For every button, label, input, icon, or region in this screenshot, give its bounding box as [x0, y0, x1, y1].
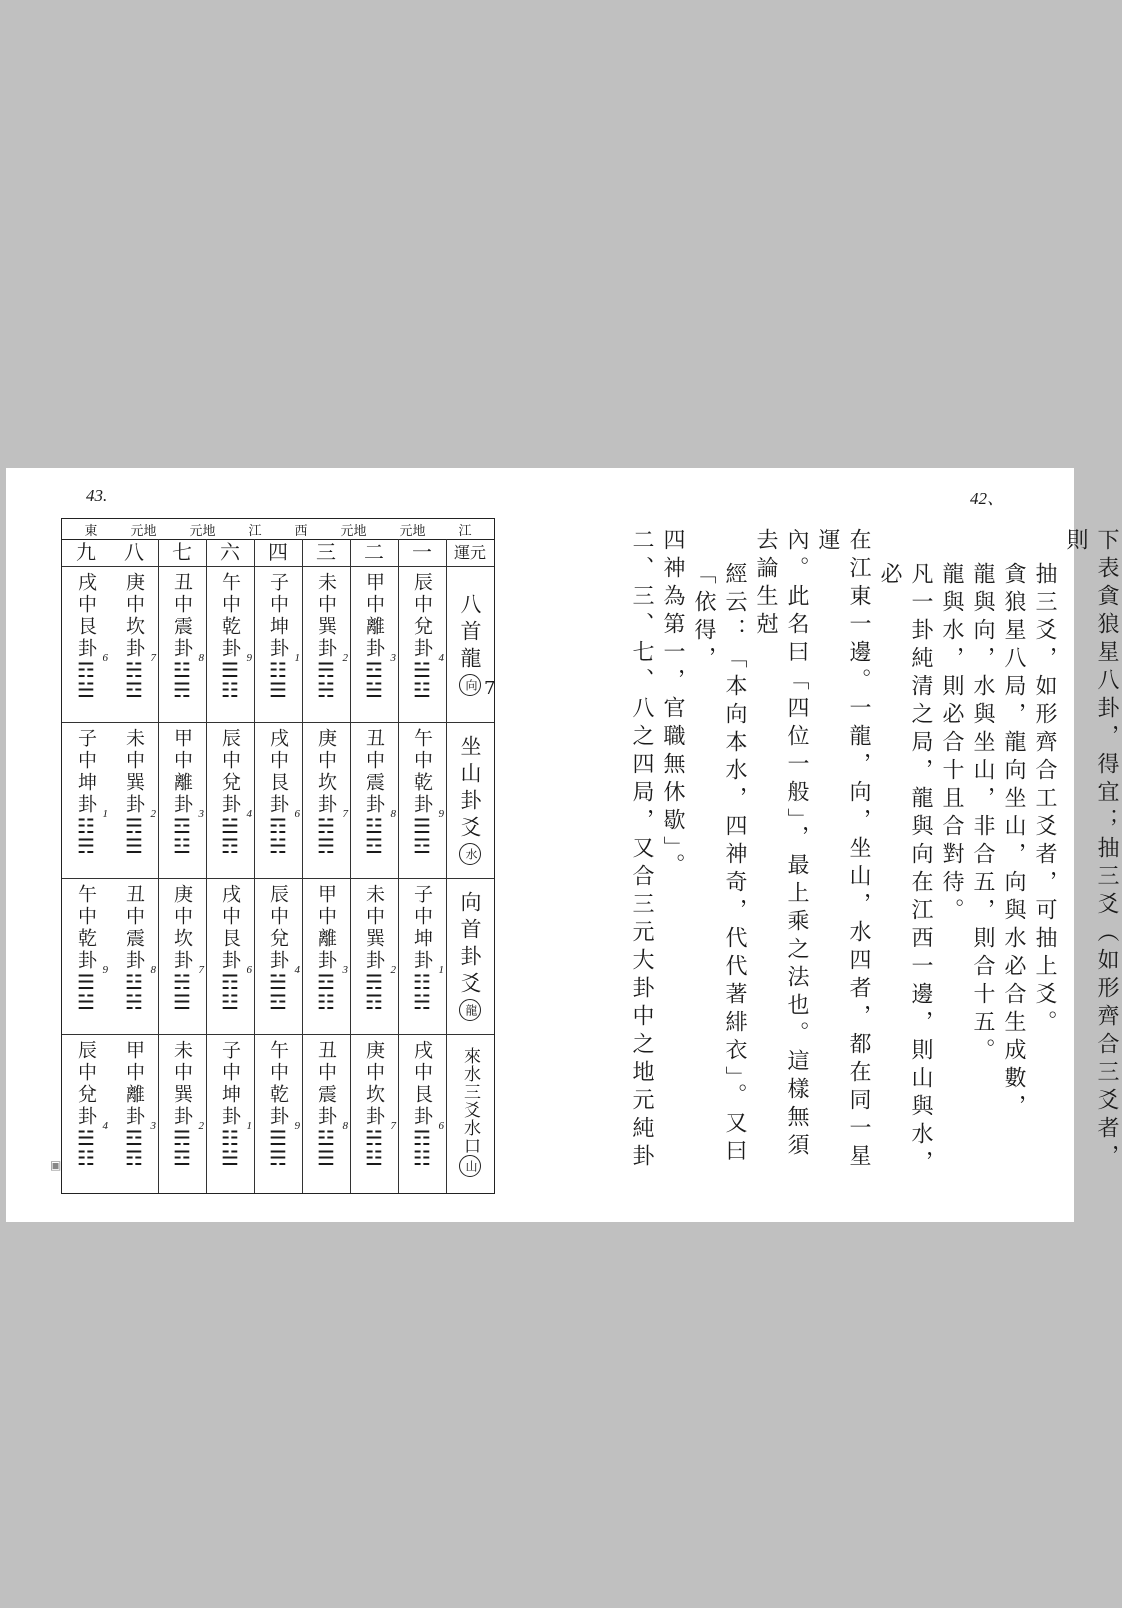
- gua-number: 7: [150, 652, 156, 664]
- column-head: 二: [350, 539, 398, 567]
- trigram-upper-icon: ☶: [218, 970, 242, 994]
- trigram-upper-icon: ☳: [170, 658, 194, 682]
- gua-number: 7: [390, 1120, 396, 1132]
- gua-label: 辰中兌卦: [219, 728, 241, 816]
- gua-number: 4: [102, 1120, 108, 1132]
- table-cell: [206, 722, 254, 879]
- trigram-upper-icon: ☷: [218, 1126, 242, 1150]
- trigram-upper-icon: ☶: [410, 1126, 434, 1150]
- gua-label: 甲中離卦: [123, 1040, 145, 1128]
- gua-number: 3: [150, 1120, 156, 1132]
- gua-label: 戌中艮卦: [411, 1040, 433, 1128]
- table-cell: [254, 1034, 302, 1190]
- table-cell: [302, 722, 350, 879]
- table-cell: [110, 1034, 158, 1190]
- header-column-cell: [446, 1034, 494, 1190]
- gua-label: 戌中艮卦: [75, 572, 97, 660]
- trigram-lower-icon: ☵: [122, 990, 146, 1014]
- table-cell: [206, 1034, 254, 1190]
- trigram-upper-icon: ☱: [266, 970, 290, 994]
- trigram-lower-icon: ☲: [170, 1146, 194, 1170]
- text-line: 在江東一邊。一龍，向，坐山，水四者，都在同一星運: [815, 528, 871, 1172]
- trigram-lower-icon: ☵: [266, 834, 290, 858]
- table-cell: [110, 566, 158, 723]
- column-head: 九: [62, 539, 110, 567]
- left-page-number: 43.: [86, 486, 108, 505]
- gua-number: 6: [246, 964, 252, 976]
- trigram-lower-icon: ☷: [218, 678, 242, 702]
- gua-number: 1: [438, 964, 444, 976]
- column-head: 四: [254, 539, 302, 567]
- gua-label: 未中巽卦: [315, 572, 337, 660]
- table-cell: [254, 878, 302, 1035]
- header-column-cell: [446, 722, 494, 879]
- gua-number: 6: [102, 652, 108, 664]
- table-cell: [350, 722, 398, 879]
- trigram-lower-icon: ☳: [362, 1146, 386, 1170]
- header-column-cell: [446, 878, 494, 1035]
- trigram-lower-icon: ☷: [314, 990, 338, 1014]
- trigram-upper-icon: ☳: [314, 1126, 338, 1150]
- gua-number: 8: [342, 1120, 348, 1132]
- band-label: 元地: [399, 523, 426, 539]
- table-cell: [350, 566, 398, 723]
- gua-label: 子中坤卦: [411, 884, 433, 972]
- trigram-lower-icon: ☷: [74, 1146, 98, 1170]
- gua-label: 午中乾卦: [75, 884, 97, 972]
- trigram-lower-icon: ☳: [218, 990, 242, 1014]
- table-cell: [62, 722, 110, 879]
- band-label: 元地: [340, 523, 367, 539]
- gua-number: 8: [390, 808, 396, 820]
- trigram-upper-icon: ☴: [122, 814, 146, 838]
- table-cell: [398, 566, 446, 723]
- gua-label: 未中巽卦: [171, 1040, 193, 1128]
- column-head: 六: [206, 539, 254, 567]
- corner-label: 運元: [446, 539, 494, 567]
- trigram-upper-icon: ☲: [122, 1126, 146, 1150]
- table-cell: [398, 878, 446, 1035]
- text-line: 凡一卦純清之局，龍與向在江西一邊，則山與水，必: [877, 562, 933, 1178]
- gua-label: 未中巽卦: [363, 884, 385, 972]
- table-column-4: [254, 539, 303, 1193]
- band-label: 江: [248, 523, 262, 539]
- header-column-text: 坐山卦爻: [458, 735, 482, 843]
- trigram-upper-icon: ☴: [362, 970, 386, 994]
- gua-number: 1: [246, 1120, 252, 1132]
- gua-label: 甲中離卦: [363, 572, 385, 660]
- text-line: 四神為第一，官職無休歇」。: [660, 528, 685, 881]
- table-column-6: [158, 539, 207, 1193]
- header-column-text: 來水三爻水口: [460, 1047, 480, 1155]
- table-column-7: [110, 539, 159, 1193]
- band-label: 江: [458, 523, 472, 539]
- header-column-cell: [446, 566, 494, 723]
- gua-label: 未中巽卦: [123, 728, 145, 816]
- trigram-upper-icon: ☶: [74, 658, 98, 682]
- trigram-upper-icon: ☱: [218, 814, 242, 838]
- trigram-lower-icon: ☱: [218, 1146, 242, 1170]
- text-line: 龍與水，則必合十且合對待。: [939, 562, 964, 926]
- side-mark: 7: [484, 678, 496, 699]
- scanned-spread: [6, 468, 1119, 1222]
- gua-label: 甲中離卦: [171, 728, 193, 816]
- table-cell: [110, 878, 158, 1035]
- trigram-lower-icon: ☱: [362, 678, 386, 702]
- table-cell: [158, 722, 206, 879]
- gua-number: 4: [438, 652, 444, 664]
- gua-label: 庚中坎卦: [363, 1040, 385, 1128]
- text-line: 經云：「本向本水，四神奇，代代著緋衣」。又曰「依得，: [691, 562, 747, 1167]
- gua-label: 辰中兌卦: [411, 572, 433, 660]
- trigram-upper-icon: ☵: [170, 970, 194, 994]
- gua-number: 9: [294, 1120, 300, 1132]
- text-line: 下表貪狼星八卦，得宜；抽三爻（如形齊合三爻者，則: [1063, 528, 1119, 1172]
- text-line: 龍與向，水與坐山，非合五，則合十五。: [970, 562, 995, 1066]
- gua-number: 7: [198, 964, 204, 976]
- gua-number: 9: [438, 808, 444, 820]
- trigram-upper-icon: ☲: [362, 658, 386, 682]
- column-head: 一: [398, 539, 446, 567]
- column-head: 八: [110, 539, 158, 567]
- trigram-lower-icon: ☲: [410, 834, 434, 858]
- table-cell: [254, 566, 302, 723]
- header-column: [446, 539, 494, 1193]
- trigram-lower-icon: ☳: [170, 834, 194, 858]
- table-cell: [206, 878, 254, 1035]
- table-column-8: [62, 539, 110, 1193]
- gua-label: 丑中震卦: [171, 572, 193, 660]
- trigram-upper-icon: ☵: [122, 658, 146, 682]
- table-header-band: [62, 519, 494, 540]
- band-label: 元地: [189, 523, 216, 539]
- trigram-lower-icon: ☴: [266, 1146, 290, 1170]
- table-cell: [398, 722, 446, 879]
- table-column-5: [206, 539, 255, 1193]
- gua-number: 2: [390, 964, 396, 976]
- band-label: 元地: [130, 523, 157, 539]
- trigram-lower-icon: ☶: [122, 1146, 146, 1170]
- trigram-lower-icon: ☶: [218, 834, 242, 858]
- trigram-upper-icon: ☰: [266, 1126, 290, 1150]
- table-cell: [158, 566, 206, 723]
- trigram-lower-icon: ☵: [410, 990, 434, 1014]
- table-column-3: [302, 539, 351, 1193]
- gua-number: 9: [102, 964, 108, 976]
- gua-number: 2: [342, 652, 348, 664]
- right-page-text: [626, 528, 1122, 1188]
- trigram-upper-icon: ☵: [314, 814, 338, 838]
- trigram-upper-icon: ☳: [122, 970, 146, 994]
- trigram-upper-icon: ☱: [410, 658, 434, 682]
- header-column-text: 向首卦爻: [458, 891, 482, 999]
- table-cell: [110, 722, 158, 879]
- table-cell: [350, 1034, 398, 1190]
- gua-label: 午中乾卦: [411, 728, 433, 816]
- gua-label: 丑中震卦: [123, 884, 145, 972]
- gua-number: 3: [390, 652, 396, 664]
- column-head: 七: [158, 539, 206, 567]
- gua-label: 辰中兌卦: [267, 884, 289, 972]
- gua-label: 庚中坎卦: [315, 728, 337, 816]
- trigram-upper-icon: ☷: [266, 658, 290, 682]
- hexagram-table: [61, 518, 495, 1194]
- trigram-lower-icon: ☶: [362, 990, 386, 1014]
- trigram-upper-icon: ☰: [410, 814, 434, 838]
- table-cell: [302, 878, 350, 1035]
- table-column-1: [398, 539, 447, 1193]
- gua-label: 甲中離卦: [315, 884, 337, 972]
- table-cell: [62, 878, 110, 1035]
- trigram-upper-icon: ☱: [74, 1126, 98, 1150]
- table-cell: [62, 1034, 110, 1190]
- gua-number: 6: [294, 808, 300, 820]
- gua-number: 2: [150, 808, 156, 820]
- gua-label: 午中乾卦: [267, 1040, 289, 1128]
- gua-number: 6: [438, 1120, 444, 1132]
- trigram-lower-icon: ☱: [74, 990, 98, 1014]
- gua-number: 9: [246, 652, 252, 664]
- trigram-lower-icon: ☲: [266, 990, 290, 1014]
- gua-label: 子中坤卦: [267, 572, 289, 660]
- library-stamp: ▣: [50, 1158, 62, 1172]
- gua-number: 1: [102, 808, 108, 820]
- table-cell: [158, 878, 206, 1035]
- trigram-upper-icon: ☲: [314, 970, 338, 994]
- trigram-upper-icon: ☴: [170, 1126, 194, 1150]
- gua-label: 戌中艮卦: [267, 728, 289, 816]
- trigram-upper-icon: ☰: [218, 658, 242, 682]
- trigram-upper-icon: ☷: [410, 970, 434, 994]
- trigram-lower-icon: ☴: [170, 678, 194, 702]
- gua-label: 子中坤卦: [219, 1040, 241, 1128]
- table-column-2: [350, 539, 399, 1193]
- trigram-upper-icon: ☵: [362, 1126, 386, 1150]
- trigram-lower-icon: ☰: [122, 834, 146, 858]
- trigram-lower-icon: ☷: [410, 1146, 434, 1170]
- gua-number: 8: [198, 652, 204, 664]
- gua-label: 辰中兌卦: [75, 1040, 97, 1128]
- trigram-lower-icon: ☰: [266, 678, 290, 702]
- text-line: 抽三爻，如形齊合工爻者，可抽上爻。: [1032, 562, 1057, 1038]
- gua-label: 庚中坎卦: [123, 572, 145, 660]
- gua-label: 午中乾卦: [219, 572, 241, 660]
- table-cell: [302, 566, 350, 723]
- band-label: 東: [84, 523, 98, 539]
- table-cell: [302, 1034, 350, 1190]
- trigram-upper-icon: ☰: [74, 970, 98, 994]
- text-line: 二、三、七、八之四局，又合三元大卦中之地元純卦: [629, 528, 654, 1172]
- circled-mark: 水: [459, 843, 481, 865]
- band-label: 西: [294, 523, 308, 539]
- gua-number: 7: [342, 808, 348, 820]
- table-cell: [158, 1034, 206, 1190]
- trigram-upper-icon: ☶: [266, 814, 290, 838]
- trigram-lower-icon: ☰: [170, 990, 194, 1014]
- gua-number: 3: [342, 964, 348, 976]
- trigram-lower-icon: ☱: [74, 678, 98, 702]
- header-column-text: 八首龍: [458, 592, 482, 674]
- gua-label: 子中坤卦: [75, 728, 97, 816]
- gua-label: 丑中震卦: [315, 1040, 337, 1128]
- circled-mark: 向: [459, 674, 481, 696]
- trigram-lower-icon: ☰: [314, 1146, 338, 1170]
- gua-number: 2: [198, 1120, 204, 1132]
- circled-mark: 龍: [459, 999, 481, 1021]
- gua-number: 4: [246, 808, 252, 820]
- gua-number: 4: [294, 964, 300, 976]
- trigram-lower-icon: ☵: [314, 678, 338, 702]
- right-page-number: 42、: [970, 489, 1004, 508]
- trigram-upper-icon: ☴: [314, 658, 338, 682]
- trigram-lower-icon: ☲: [362, 834, 386, 858]
- gua-label: 庚中坎卦: [171, 884, 193, 972]
- trigram-upper-icon: ☲: [170, 814, 194, 838]
- table-cell: [398, 1034, 446, 1190]
- gua-label: 丑中震卦: [363, 728, 385, 816]
- trigram-lower-icon: ☴: [314, 834, 338, 858]
- gua-number: 3: [198, 808, 204, 820]
- table-cell: [62, 566, 110, 723]
- text-line: 貪狼星八局，龍向坐山，向與水必合生成數，: [1001, 562, 1026, 1122]
- table-cell: [350, 878, 398, 1035]
- trigram-upper-icon: ☷: [74, 814, 98, 838]
- gua-label: 戌中艮卦: [219, 884, 241, 972]
- trigram-lower-icon: ☴: [74, 834, 98, 858]
- table-cell: [206, 566, 254, 723]
- trigram-lower-icon: ☳: [410, 678, 434, 702]
- gua-number: 8: [150, 964, 156, 976]
- trigram-lower-icon: ☲: [122, 678, 146, 702]
- text-line: 內。此名曰「四位一般」，最上乘之法也。這樣無須去論生尅: [753, 528, 809, 1161]
- trigram-upper-icon: ☳: [362, 814, 386, 838]
- gua-number: 1: [294, 652, 300, 664]
- table-cell: [254, 722, 302, 879]
- column-head: 三: [302, 539, 350, 567]
- circled-mark: 山: [459, 1155, 481, 1177]
